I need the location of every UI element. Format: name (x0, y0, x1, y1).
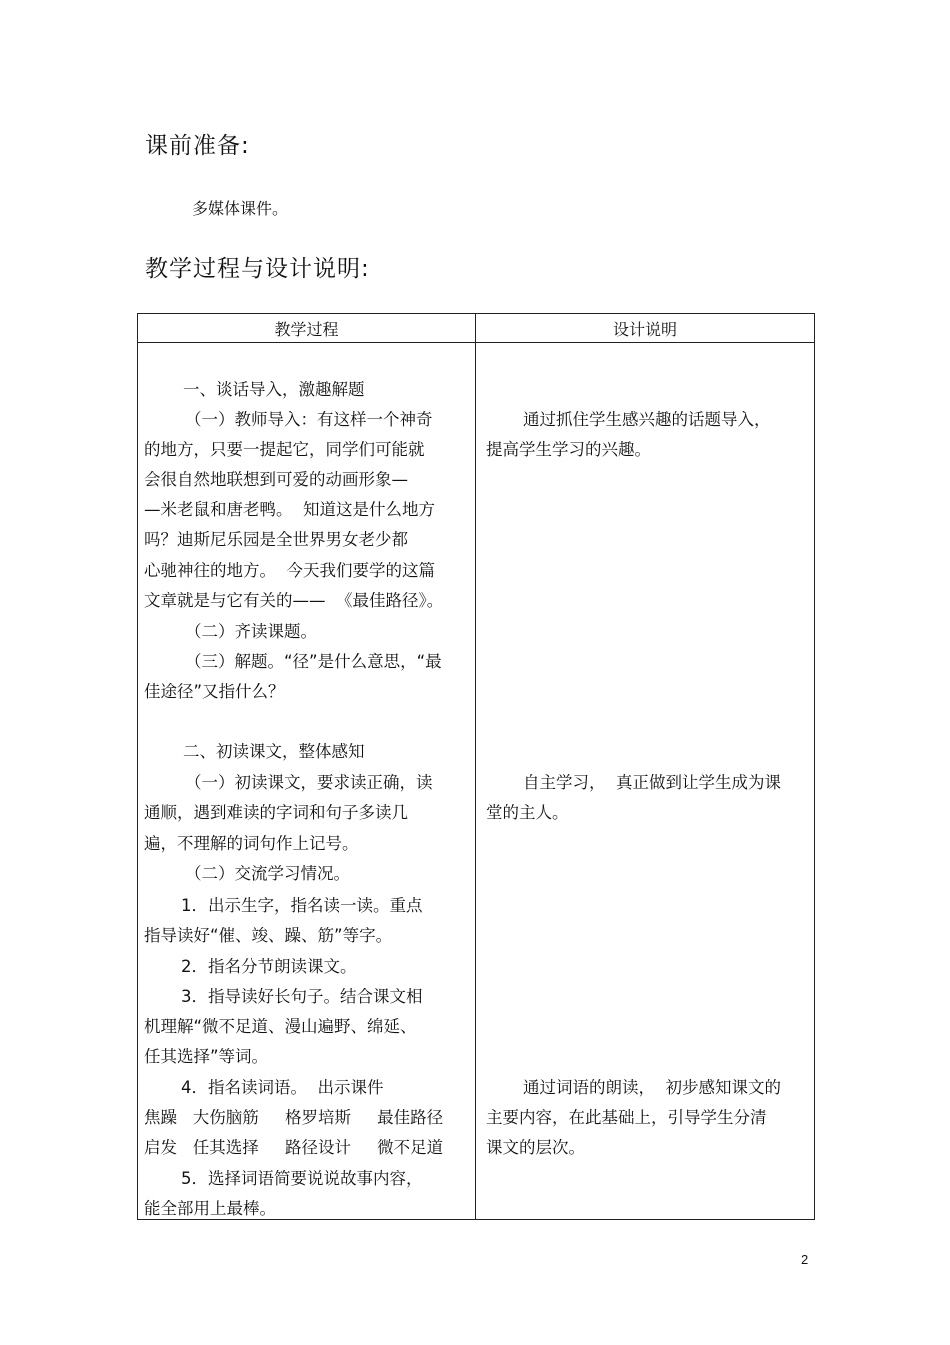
prep-heading: 课前准备: (145, 133, 250, 159)
process-line: 遍，不理解的词句作上记号。 (144, 834, 359, 853)
process-line: 吗？迪斯尼乐园是全世界男女老少都 (144, 530, 408, 549)
table-header-row (138, 314, 815, 343)
process-heading: 教学过程与设计说明: (145, 256, 370, 282)
header-process: 教学过程 (138, 314, 476, 343)
process-line: （一）教师导入：有这样一个神奇 (185, 410, 433, 429)
process-line: 通顺，遇到难读的字词和句子多读几 (144, 803, 408, 822)
vocab-line: 焦躁 大伤脑筋 格罗培斯 最佳路径 (144, 1108, 444, 1127)
process-line: 文章就是与它有关的—— 《最佳路径》。 (144, 591, 444, 610)
design-line: 通过词语的朗读， 初步感知课文的 (523, 1078, 781, 1097)
design-cell (476, 343, 815, 1220)
page-number: 2 (801, 1252, 809, 1267)
process-line: 1．出示生字，指名读一读。重点 (181, 896, 423, 915)
process-line: （一）初读课文，要求读正确，读 (185, 773, 433, 792)
process-line: 二、初读课文，整体感知 (183, 742, 365, 761)
process-line: （二）交流学习情况。 (185, 864, 350, 883)
header-design: 设计说明 (476, 314, 815, 343)
process-line: 5．选择词语简要说说故事内容， (181, 1169, 423, 1188)
process-line: （二）齐读课题。 (185, 622, 317, 641)
design-line: 堂的主人。 (486, 803, 569, 822)
process-line: 机理解“微不足道、漫山遍野、绵延、 (144, 1017, 417, 1036)
vocab-line: 启发 任其选择 路径设计 微不足道 (144, 1138, 444, 1157)
process-line: 佳途径”又指什么？ (144, 682, 285, 701)
process-line: 一、谈话导入，激趣解题 (183, 380, 365, 399)
process-line: 心驰神往的地方。 今天我们要学的这篇 (144, 561, 435, 580)
process-line: —米老鼠和唐老鸭。 知道这是什么地方 (144, 500, 435, 519)
process-line: 4．指名读词语。 出示课件 (181, 1078, 384, 1097)
process-line: 会很自然地联想到可爱的动画形象— (144, 470, 408, 489)
process-cell (138, 343, 476, 1220)
design-line: 课文的层次。 (486, 1138, 585, 1157)
design-line: 主要内容，在此基础上，引导学生分清 (486, 1108, 767, 1127)
design-line: 自主学习， 真正做到让学生成为课 (523, 773, 781, 792)
prep-text: 多媒体课件。 (192, 199, 289, 218)
process-line: 能全部用上最棒。 (144, 1199, 276, 1218)
design-line: 通过抓住学生感兴趣的话题导入， (523, 410, 771, 429)
process-line: 指导读好“催、竣、躁、筋”等字。 (144, 926, 393, 945)
process-line: 任其选择”等词。 (144, 1047, 269, 1066)
process-line: 的地方，只要一提起它，同学们可能就 (144, 440, 425, 459)
lesson-table (137, 313, 815, 1220)
design-line: 提高学生学习的兴趣。 (486, 440, 651, 459)
table-body-row (138, 343, 815, 1220)
process-line: （三）解题。“径”是什么意思，“最 (185, 652, 442, 671)
process-line: 2．指名分节朗读课文。 (181, 957, 357, 976)
process-line: 3．指导读好长句子。结合课文相 (181, 987, 423, 1006)
